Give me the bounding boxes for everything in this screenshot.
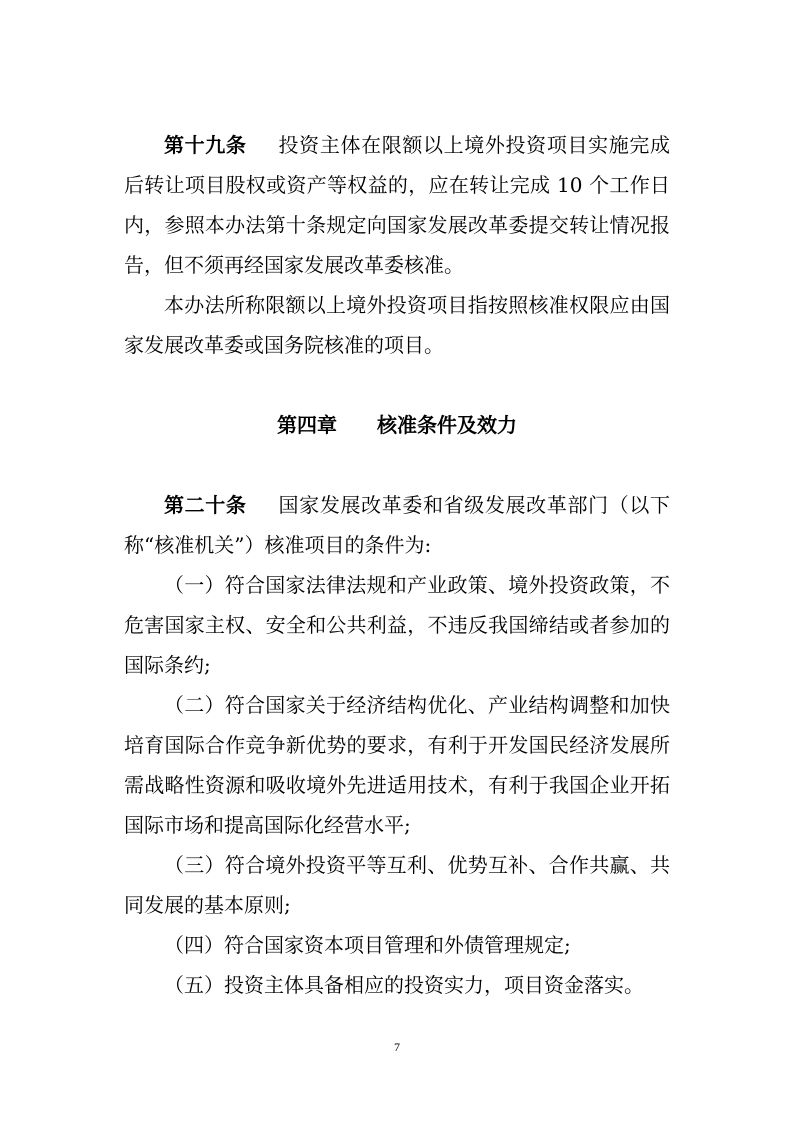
article-20-item-2: （二）符合国家关于经济结构优化、产业结构调整和加快培育国际合作竞争新优势的要求，有利于开发国民经济发展所需战略性资源和吸收境外先进适用技术，有利于我国企业开拓国际市场和提高国际化经营水平; (124, 693, 670, 837)
article-20-paragraph-intro (124, 485, 670, 565)
article-19-text-1: 投资主体在限额以上境外投资项目实施完成后转让项目股权或资产等权益的，应在转让完成 10 个工作日内，参照本办法第十条规定向国家发展改革委提交转让情况报告，但不须再经国家发展改革委核准。 (124, 133, 671, 277)
chapter-heading (124, 405, 670, 445)
article-20-item-4: （四）符合国家资本项目管理和外债管理规定; (164, 933, 571, 957)
article-20-intro: 国家发展改革委和省级发展改革部门（以下称“核准机关”）核准项目的条件为: (124, 493, 671, 557)
article-19-title: 第十九条 (164, 133, 247, 157)
article-20-item-3: （三）符合境外投资平等互利、优势互补、合作共赢、共同发展的基本原则; (124, 853, 670, 917)
chapter-number: 第四章 (277, 413, 337, 437)
chapter-title: 核准条件及效力 (377, 413, 517, 437)
page-number: 7 (394, 1040, 400, 1054)
article-19-paragraph-1 (124, 125, 670, 285)
page-content (124, 125, 670, 1005)
article-19-paragraph-2: 本办法所称限额以上境外投资项目指按照核准权限应由国家发展改革委或国务院核准的项目。 (124, 293, 670, 357)
article-20-item-5: （五）投资主体具备相应的投资实力，项目资金落实。 (164, 973, 644, 997)
article-20-item-1: （一）符合国家法律法规和产业政策、境外投资政策，不危害国家主权、安全和公共利益，不违反我国缔结或者参加的国际条约; (124, 573, 670, 677)
article-20-title: 第二十条 (164, 493, 247, 517)
